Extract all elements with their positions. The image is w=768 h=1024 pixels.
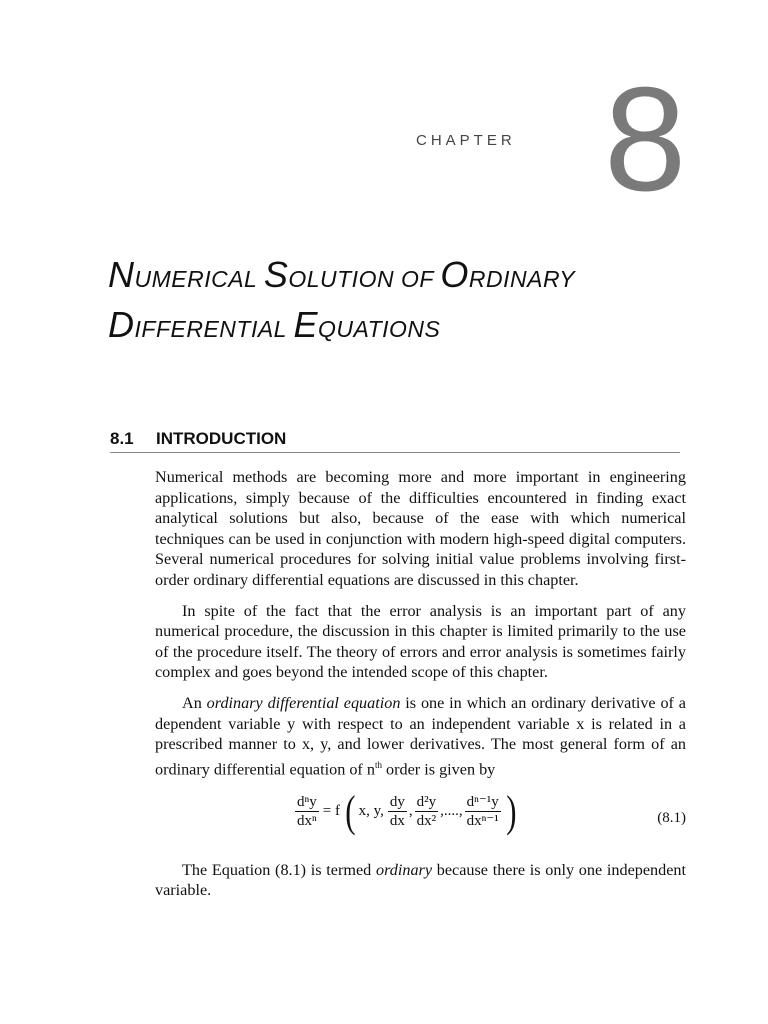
eq-f2-denominator: dx² [416, 813, 437, 830]
chapter-title-line-2 [108, 302, 728, 352]
equation-block [155, 786, 686, 852]
section-rule [110, 452, 680, 453]
paragraph-2: In spite of the fact that the error analysis is an important part of any numerical procedure, the discussion in this chapter is limited primarily to the use of the procedure itself. The theory of errors and error analysis is sometimes fairly complex and goes beyond the intended scope of this chapter. [155, 601, 686, 682]
title-rest: UMERICAL [134, 266, 264, 292]
eq-comma: , [408, 803, 413, 820]
eq-ellipsis: ,...., [440, 803, 463, 820]
eq-lhs-fraction [295, 793, 319, 830]
eq-lhs-numerator: dⁿy [297, 794, 317, 811]
chapter-number: 8 [604, 57, 687, 222]
section-number: 8.1 [110, 429, 134, 448]
eq-f1-denominator: dx [389, 813, 405, 830]
eq-f2-numerator: d²y [416, 794, 437, 811]
title-cap: O [440, 254, 469, 295]
p3-mid: is one in which an ordinary derivative of a dependent variable y with respect to an independent variable x is related in a prescribed manner to x, y, and lower derivatives. The most general form of an ordinary differential equation of n [155, 693, 686, 779]
title-rest: RDINARY [468, 266, 576, 292]
section-heading [110, 429, 680, 449]
p4-pre: The Equation (8.1) is termed [182, 860, 376, 879]
title-rest: IFFERENTIAL [134, 316, 294, 342]
eq-f3-denominator: dxⁿ⁻¹ [466, 813, 499, 830]
title-cap: S [263, 254, 289, 295]
eq-left-paren: ( [345, 786, 356, 836]
paragraph-1: Numerical methods are becoming more and more important in engineering applications, simply because of the difficulties encountered in finding exact analytical solutions but also, because of the ease with which numerical techniques can be used in conjunction with modern high-speed digital computers. Several numerical procedures for solving initial value problems involving first-order ordinary differential equations are discussed in this chapter. [155, 468, 686, 589]
eq-fraction-3 [465, 793, 501, 830]
title-cap: D [108, 304, 135, 345]
eq-fraction-2 [415, 793, 439, 830]
eq-f3-numerator: dⁿ⁻¹y [466, 794, 499, 811]
title-cap: N [108, 254, 135, 295]
title-cap: E [293, 304, 318, 345]
p4-post: because there is only one independent variable. [155, 860, 686, 900]
paragraph-3 [155, 693, 686, 780]
eq-args: x, y, [358, 803, 384, 820]
chapter-title-line-1 [108, 252, 728, 302]
section-title: INTRODUCTION [156, 429, 287, 448]
p3-post: order is given by [381, 760, 496, 779]
title-rest: QUATIONS [317, 316, 441, 342]
chapter-label: CHAPTER [416, 132, 516, 149]
title-rest: OLUTION OF [288, 266, 441, 292]
p3-pre: An [182, 693, 207, 712]
eq-fraction-1 [388, 793, 407, 830]
chapter-title [108, 252, 728, 352]
eq-lhs-denominator: dxⁿ [297, 813, 317, 830]
p4-emphasis: ordinary [375, 860, 433, 879]
equation-number: (8.1) [657, 809, 686, 826]
eq-f1-numerator: dy [389, 794, 405, 811]
paragraph-4 [155, 860, 686, 901]
eq-equals-f: = f [322, 803, 340, 820]
body-text [155, 467, 686, 911]
equation [293, 786, 519, 836]
p3-superscript: th [374, 759, 382, 770]
p3-emphasis: ordinary differential equation [206, 693, 401, 712]
eq-right-paren: ) [505, 786, 517, 836]
